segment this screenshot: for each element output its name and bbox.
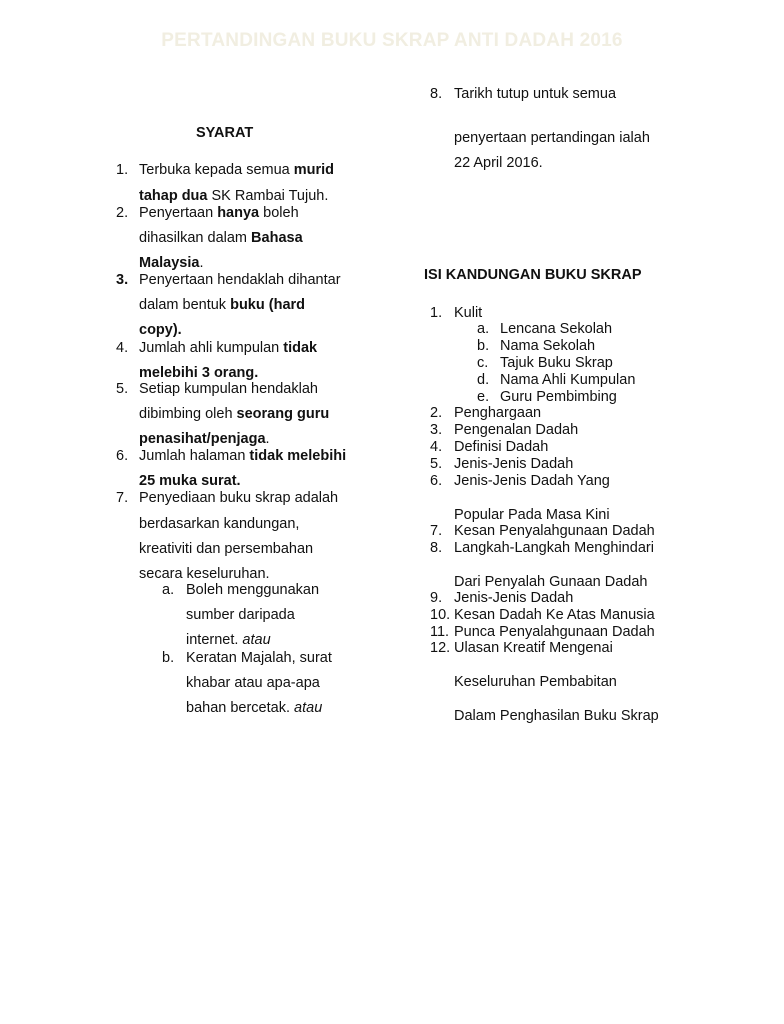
isi-subitem-letter: a. [477, 321, 490, 337]
text-run: . [265, 431, 270, 447]
text-run: khabar atau apa-apa [186, 675, 320, 691]
isi-subitem-letter: c. [477, 355, 489, 371]
syarat-item-number: 5. [116, 381, 129, 397]
syarat-item-line [139, 230, 303, 247]
text-run: Jumlah ahli kumpulan [139, 340, 284, 356]
isi-item-number: 9. [430, 590, 443, 606]
syarat-item-line [139, 566, 270, 583]
isi-item-label: Kesan Dadah Ke Atas Manusia [454, 607, 655, 623]
syarat-item-line [139, 406, 329, 423]
text-run: copy). [139, 322, 182, 338]
text-run: Penyediaan buku skrap adalah [139, 490, 339, 506]
syarat-item-number: 2. [116, 205, 129, 221]
text-run: internet. [186, 632, 243, 648]
text-run: atau [242, 632, 271, 648]
text-run: SK Rambai Tujuh. [207, 188, 329, 204]
syarat-item-line [139, 188, 328, 205]
text-run: Terbuka kepada semua [139, 162, 294, 178]
isi-item-number: 7. [430, 523, 443, 539]
isi-subitem-label: Tajuk Buku Skrap [500, 355, 613, 371]
isi-item-continuation: Popular Pada Masa Kini [454, 507, 610, 523]
syarat-item-line [139, 448, 346, 465]
text-run: buku (hard [230, 297, 306, 313]
syarat-item-line [139, 162, 334, 179]
text-run: tidak [283, 340, 318, 356]
tarikh-cut-text: Tarikh tutup untuk semua [454, 86, 617, 102]
text-run: berdasarkan kandungan, [139, 516, 300, 532]
syarat-heading: SYARAT [196, 125, 254, 141]
tarikh-cut-line [428, 86, 688, 120]
text-run: tidak melebihi [249, 448, 347, 464]
syarat-item-line [139, 490, 338, 507]
syarat-subitem-line [186, 650, 332, 667]
isi-item-label: Punca Penyalahgunaan Dadah [454, 624, 655, 640]
isi-item-number: 6. [430, 473, 443, 489]
isi-item-label: Kesan Penyalahgunaan Dadah [454, 523, 655, 539]
isi-subitem-letter: e. [477, 389, 490, 405]
text-run: Boleh menggunakan [186, 582, 320, 598]
isi-item-number: 4. [430, 439, 443, 455]
isi-subitem-label: Lencana Sekolah [500, 321, 613, 337]
isi-item-label: Jenis-Jenis Dadah Yang [454, 473, 610, 489]
syarat-item-line [139, 541, 313, 558]
syarat-item-line [139, 365, 258, 382]
isi-item-label: Kulit [454, 305, 483, 321]
isi-subitem-label: Nama Ahli Kumpulan [500, 372, 636, 388]
isi-item-label: Pengenalan Dadah [454, 422, 579, 438]
syarat-subitem-line [186, 632, 271, 649]
text-run: secara keseluruhan. [139, 566, 270, 582]
text-run: tahap dua [139, 188, 208, 204]
syarat-item-number: 7. [116, 490, 129, 506]
isi-item-number: 10. [430, 607, 451, 623]
text-run: Jumlah halaman [139, 448, 250, 464]
text-run: bahan bercetak. [186, 700, 295, 716]
syarat-item-line [139, 431, 270, 448]
syarat-subitem-line [186, 700, 322, 717]
text-run: dalam bentuk [139, 297, 231, 313]
isi-item-label: Langkah-Langkah Menghindari [454, 540, 654, 556]
text-run: penasihat/penjaga [139, 431, 266, 447]
isi-item-label: Penghargaan [454, 405, 542, 421]
syarat-item-number: 3. [116, 272, 129, 288]
isi-item-continuation: Dari Penyalah Gunaan Dadah [454, 574, 648, 590]
syarat-item-line [139, 340, 317, 357]
text-run: Bahasa [251, 230, 303, 246]
document-title: PERTANDINGAN BUKU SKRAP ANTI DADAH 2016 [161, 30, 623, 51]
isi-item-number: 3. [430, 422, 443, 438]
syarat-subitem-line [186, 607, 295, 624]
text-run: dibimbing oleh [139, 406, 237, 422]
text-run: murid [293, 162, 335, 178]
text-run: seorang guru [236, 406, 330, 422]
tarikh-cut-number: 8. [430, 86, 443, 102]
syarat-subitem-number: b. [162, 650, 175, 666]
isi-item-label: Ulasan Kreatif Mengenai [454, 640, 613, 656]
syarat-item-line [139, 381, 318, 398]
text-run: melebihi 3 orang. [139, 365, 259, 381]
isi-item-number: 5. [430, 456, 443, 472]
syarat-subitem-number: a. [162, 582, 175, 598]
isi-subitem-letter: b. [477, 338, 490, 354]
syarat-item-line [139, 255, 204, 272]
syarat-item-line [139, 516, 299, 533]
syarat-item-number: 1. [116, 162, 129, 178]
tarikh-line: penyertaan pertandingan ialah [454, 130, 650, 146]
text-run: Penyertaan [139, 205, 218, 221]
text-run: Malaysia [139, 255, 200, 271]
text-run: 25 muka surat. [139, 473, 241, 489]
syarat-item-line [139, 322, 182, 339]
text-run: kreativiti dan persembahan [139, 541, 314, 557]
text-run: Penyertaan hendaklah dihantar [139, 272, 341, 288]
isi-item-number: 11. [430, 624, 450, 640]
text-run: . [199, 255, 204, 271]
syarat-item-line [139, 205, 299, 222]
isi-item-number: 2. [430, 405, 443, 421]
isi-subitem-letter: d. [477, 372, 490, 388]
isi-item-label: Jenis-Jenis Dadah [454, 590, 574, 606]
isi-item-label: Definisi Dadah [454, 439, 549, 455]
text-run: Keratan Majalah, surat [186, 650, 332, 666]
isi-subitem-label: Guru Pembimbing [500, 389, 617, 405]
text-run: atau [294, 700, 323, 716]
syarat-item-number: 4. [116, 340, 129, 356]
tarikh-line: 22 April 2016. [454, 155, 543, 171]
syarat-item-number: 6. [116, 448, 129, 464]
isi-item-number: 8. [430, 540, 443, 556]
isi-subitem-label: Nama Sekolah [500, 338, 596, 354]
text-run: hanya [217, 205, 260, 221]
isi-item-number: 1. [430, 305, 443, 321]
text-run: dihasilkan dalam [139, 230, 252, 246]
syarat-item-line [139, 297, 305, 314]
syarat-subitem-line [186, 582, 319, 599]
isi-item-number: 12. [430, 640, 451, 656]
text-run: boleh [259, 205, 299, 221]
isi-item-label: Jenis-Jenis Dadah [454, 456, 574, 472]
isi-heading: ISI KANDUNGAN BUKU SKRAP [424, 267, 642, 283]
syarat-subitem-line [186, 675, 320, 692]
text-run: Setiap kumpulan hendaklah [139, 381, 318, 397]
text-run: sumber daripada [186, 607, 295, 623]
syarat-item-line [139, 473, 241, 490]
syarat-item-line [139, 272, 341, 289]
isi-item-continuation: Keseluruhan Pembabitan [454, 674, 617, 690]
isi-item-continuation: Dalam Penghasilan Buku Skrap [454, 708, 659, 724]
